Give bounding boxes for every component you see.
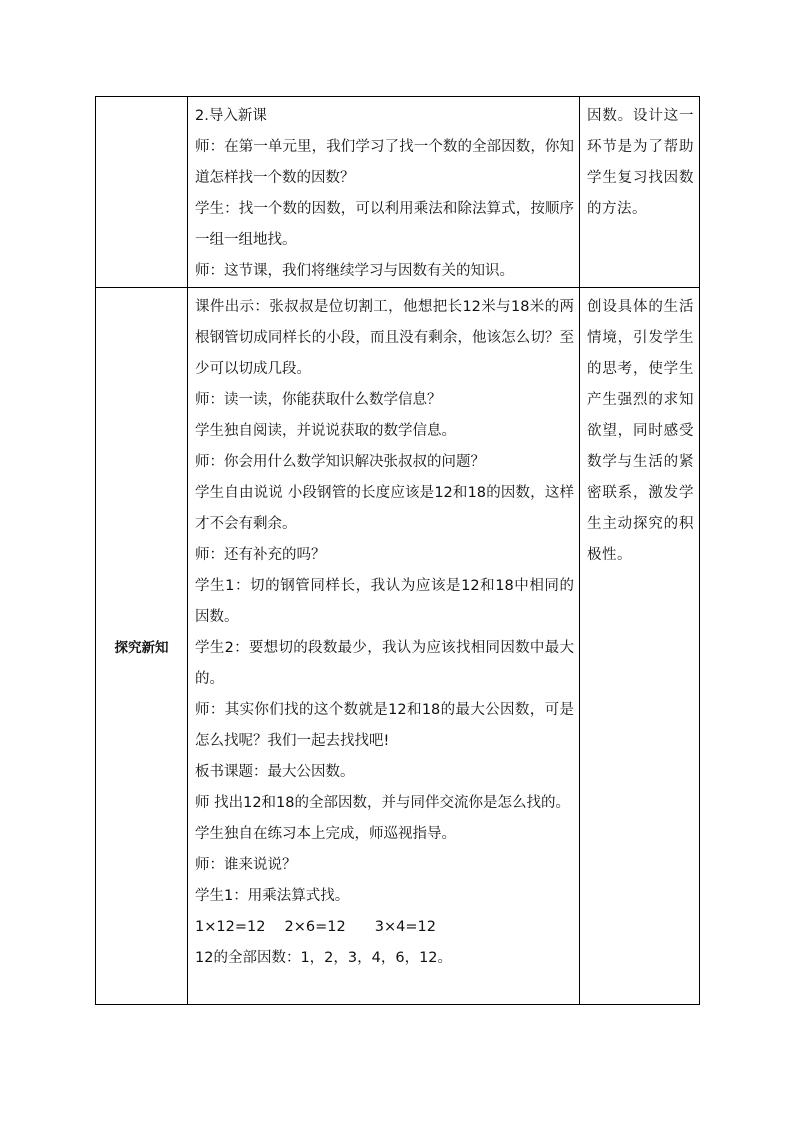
content-cell-intro xyxy=(188,97,580,288)
content-paragraph: 师：谁来说说？ xyxy=(195,857,297,873)
content-paragraph: 学生自由说说 小段钢管的长度应该是12和18的因数，这样才不会有剩余。 xyxy=(195,485,574,532)
content-paragraph: 学生2：要想切的段数最少，我认为应该找相同因数中最大的。 xyxy=(195,640,574,687)
stage-cell-intro xyxy=(96,97,188,288)
content-paragraph: 师：在第一单元里，我们学习了找一个数的全部因数，你知道怎样找一个数的因数？ xyxy=(195,139,574,186)
content-paragraph: 师：这节课，我们将继续学习与因数有关的知识。 xyxy=(195,263,514,279)
content-paragraph: 1×12=12 2×6=12 3×4=12 xyxy=(195,919,436,935)
content-paragraph: 学生1：切的钢管同样长，我认为应该是12和18中相同的因数。 xyxy=(195,578,574,625)
table-row-explore xyxy=(96,288,700,1005)
content-paragraph: 师：读一读，你能获取什么数学信息？ xyxy=(195,392,442,408)
content-paragraph: 板书课题：最大公因数。 xyxy=(195,764,355,780)
content-paragraph: 师：其实你们找的这个数就是12和18的最大公因数，可是怎么找呢？我们一起去找找吧! xyxy=(195,702,574,749)
content-paragraph: 12的全部因数：1，2，3，4，6，12。 xyxy=(195,950,453,966)
design-note-text: 因数。设计这一环节是为了帮助学生复习找因数的方法。 xyxy=(587,108,694,217)
table-row-intro xyxy=(96,97,700,288)
content-paragraph: 2.导入新课 xyxy=(195,108,267,124)
content-paragraph: 学生独自阅读，并说说获取的数学信息。 xyxy=(195,423,456,439)
content-paragraph: 学生1：用乘法算式找。 xyxy=(195,888,350,904)
stage-cell-explore: 探究新知 xyxy=(96,288,188,1005)
design-note-text: 创设具体的生活情境，引发学生的思考，使学生产生强烈的求知欲望，同时感受数学与生活的紧密联系，激发学生主动探究的积极性。 xyxy=(587,299,694,563)
lesson-plan-table xyxy=(95,96,700,1005)
content-paragraph: 师：还有补充的吗？ xyxy=(195,547,326,563)
content-paragraph: 学生：找一个数的因数，可以利用乘法和除法算式，按顺序一组一组地找。 xyxy=(195,201,574,248)
design-note-cell-explore xyxy=(580,288,700,1005)
design-note-cell-intro xyxy=(580,97,700,288)
content-paragraph: 学生独自在练习本上完成，师巡视指导。 xyxy=(195,826,456,842)
content-paragraph: 师：你会用什么数学知识解决张叔叔的问题？ xyxy=(195,454,485,470)
content-paragraph: 师 找出12和18的全部因数，并与同伴交流你是怎么找的。 xyxy=(195,795,571,811)
content-paragraph: 课件出示：张叔叔是位切割工，他想把长12米与18米的两根钢管切成同样长的小段，而且没有剩余，他该怎么切？至少可以切成几段。 xyxy=(195,299,574,377)
content-cell-explore xyxy=(188,288,580,1005)
